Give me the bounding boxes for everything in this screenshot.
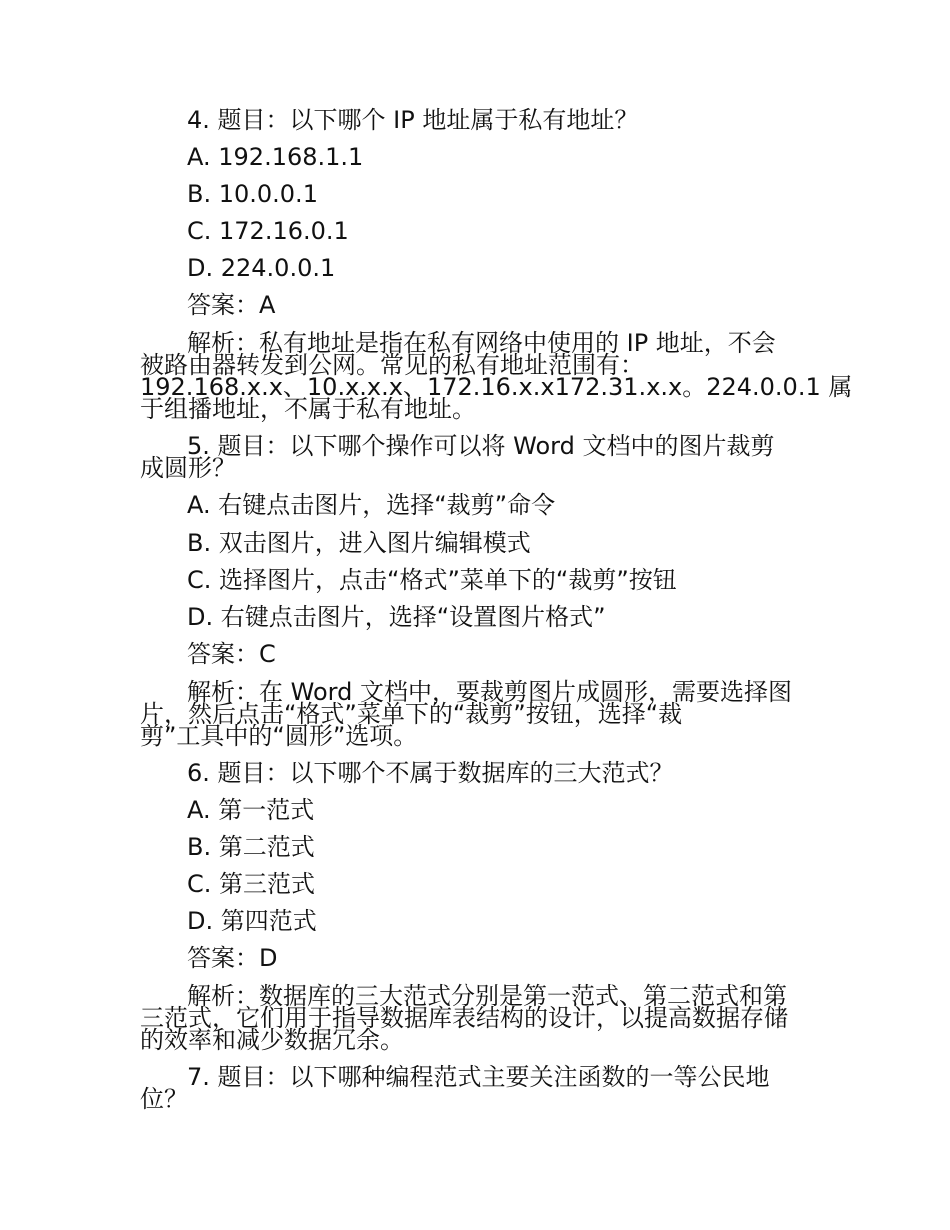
question-4-analysis-line-1: 解析：私有地址是指在私有网络中使用的 IP 地址，不会 xyxy=(187,329,776,357)
question-4-analysis-line-3: 192.168.x.x、10.x.x.x、172.16.x.x172.31.x.x。224.0.0.1 属 xyxy=(140,373,853,401)
question-4-option-b: B. 10.0.0.1 xyxy=(187,180,318,208)
question-6-option-b: B. 第二范式 xyxy=(187,833,315,861)
question-6-option-a: A. 第一范式 xyxy=(187,796,315,824)
question-6-analysis-line-3: 的效率和减少数据冗余。 xyxy=(140,1026,404,1054)
question-5-option-c: C. 选择图片，点击“格式”菜单下的“裁剪”按钮 xyxy=(187,566,677,594)
question-5-option-d: D. 右键点击图片，选择“设置图片格式” xyxy=(187,603,606,631)
question-7-title-line-2: 位？ xyxy=(140,1085,188,1113)
question-5-option-a: A. 右键点击图片，选择“裁剪”命令 xyxy=(187,491,556,519)
question-5-option-b: B. 双击图片，进入图片编辑模式 xyxy=(187,529,531,557)
question-4-answer: 答案：A xyxy=(187,291,276,319)
question-5-title-line-2: 成圆形？ xyxy=(140,454,236,482)
question-4-analysis-line-4: 于组播地址，不属于私有地址。 xyxy=(140,395,476,423)
question-4-option-a: A. 192.168.1.1 xyxy=(187,143,364,171)
question-6-answer: 答案：D xyxy=(187,944,278,972)
question-6-option-c: C. 第三范式 xyxy=(187,870,316,898)
question-4-analysis-line-2: 被路由器转发到公网。常见的私有地址范围有： xyxy=(140,351,644,379)
question-5-analysis-line-2: 片，然后点击“格式”菜单下的“裁剪”按钮，选择“裁 xyxy=(140,700,683,728)
question-5-answer: 答案：C xyxy=(187,640,276,668)
question-6-analysis-line-1: 解析：数据库的三大范式分别是第一范式、第二范式和第 xyxy=(187,982,787,1010)
question-5-title-line-1: 5. 题目：以下哪个操作可以将 Word 文档中的图片裁剪 xyxy=(187,432,775,460)
question-5-analysis-line-1: 解析：在 Word 文档中，要裁剪图片成圆形，需要选择图 xyxy=(187,678,792,706)
question-7-title-line-1: 7. 题目：以下哪种编程范式主要关注函数的一等公民地 xyxy=(187,1063,770,1091)
question-4-option-c: C. 172.16.0.1 xyxy=(187,217,349,245)
question-4-title: 4. 题目：以下哪个 IP 地址属于私有地址？ xyxy=(187,106,639,134)
question-4-option-d: D. 224.0.0.1 xyxy=(187,254,336,282)
question-6-option-d: D. 第四范式 xyxy=(187,907,317,935)
question-5-analysis-line-3: 剪”工具中的“圆形”选项。 xyxy=(140,722,418,750)
question-6-analysis-line-2: 三范式，它们用于指导数据库表结构的设计，以提高数据存储 xyxy=(140,1004,788,1032)
question-6-title: 6. 题目：以下哪个不属于数据库的三大范式？ xyxy=(187,759,674,787)
